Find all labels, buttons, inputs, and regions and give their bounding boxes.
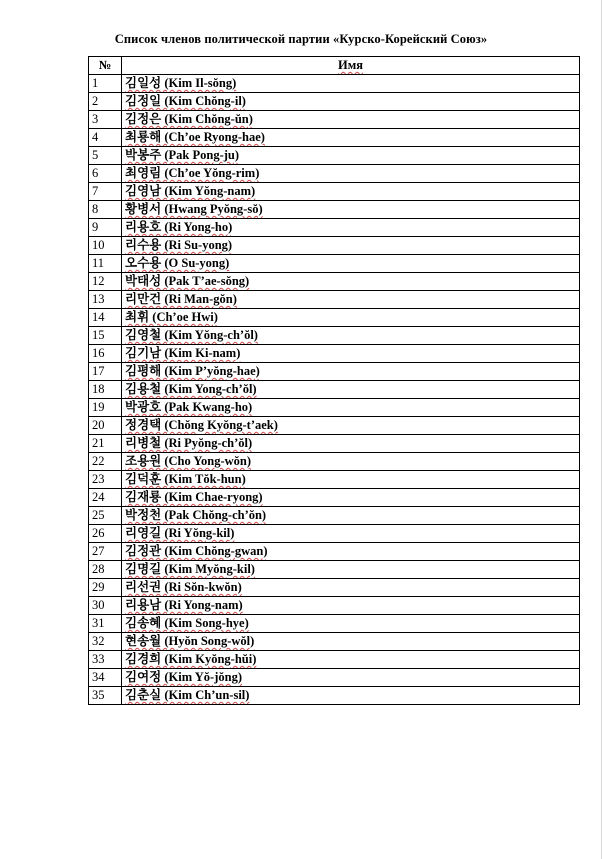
table-row	[89, 579, 580, 597]
table-row	[89, 273, 580, 291]
row-name-cell	[122, 597, 580, 615]
table-row	[89, 363, 580, 381]
table-row	[89, 345, 580, 363]
row-number: 3	[89, 111, 122, 129]
table-row	[89, 687, 580, 705]
member-name: 김정일 (Kim Chŏng-il)	[125, 94, 246, 108]
row-name-cell	[122, 399, 580, 417]
member-name: 김영철 (Kim Yŏng-ch’ŏl)	[125, 328, 258, 342]
member-name: 김덕훈 (Kim Tŏk-hun)	[125, 472, 246, 486]
member-name: 리병철 (Ri Pyŏng-ch’ŏl)	[125, 436, 253, 450]
member-name: 김정은 (Kim Chŏng-ŭn)	[125, 112, 253, 126]
member-name: 오수용 (O Su-yong)	[125, 256, 230, 270]
table-row	[89, 615, 580, 633]
row-name-cell	[122, 453, 580, 471]
member-name: 박광호 (Pak Kwang-ho)	[125, 400, 253, 414]
row-number: 18	[89, 381, 122, 399]
row-number: 9	[89, 219, 122, 237]
row-number: 30	[89, 597, 122, 615]
row-number: 24	[89, 489, 122, 507]
member-name: 김정관 (Kim Chŏng-gwan)	[125, 544, 268, 558]
row-number: 11	[89, 255, 122, 273]
table-row	[89, 669, 580, 687]
member-name: 김춘실 (Kim Ch’un-sil)	[125, 688, 250, 702]
table-row	[89, 471, 580, 489]
row-name-cell	[122, 129, 580, 147]
table-row	[89, 453, 580, 471]
table-row	[89, 93, 580, 111]
row-name-cell	[122, 201, 580, 219]
column-header-name-text: Имя	[338, 58, 363, 72]
row-name-cell	[122, 471, 580, 489]
table-row	[89, 75, 580, 93]
table-row	[89, 525, 580, 543]
table-row	[89, 219, 580, 237]
row-number: 13	[89, 291, 122, 309]
row-name-cell	[122, 543, 580, 561]
table-row	[89, 381, 580, 399]
table-row	[89, 417, 580, 435]
table-row	[89, 147, 580, 165]
member-name: 리선권 (Ri Sŏn-kwŏn)	[125, 580, 242, 594]
member-name: 박정천 (Pak Chŏng-ch’ŏn)	[125, 508, 267, 522]
row-name-cell	[122, 669, 580, 687]
table-row	[89, 399, 580, 417]
row-number: 16	[89, 345, 122, 363]
table-row	[89, 561, 580, 579]
row-name-cell	[122, 327, 580, 345]
member-name: 황병서 (Hwang Pyŏng-sŏ)	[125, 202, 263, 216]
member-name: 김여정 (Kim Yŏ-jŏng)	[125, 670, 242, 684]
row-number: 15	[89, 327, 122, 345]
row-name-cell	[122, 633, 580, 651]
table-row	[89, 255, 580, 273]
row-name-cell	[122, 345, 580, 363]
table-header-row	[89, 57, 580, 75]
row-name-cell	[122, 291, 580, 309]
member-name: 조용원 (Cho Yong-wŏn)	[125, 454, 252, 468]
table-row	[89, 201, 580, 219]
row-number: 22	[89, 453, 122, 471]
table-row	[89, 327, 580, 345]
member-name: 김용철 (Kim Yong-ch’ŏl)	[125, 382, 257, 396]
row-name-cell	[122, 579, 580, 597]
member-name: 리만건 (Ri Man-gŏn)	[125, 292, 237, 306]
member-name: 김명길 (Kim Myŏng-kil)	[125, 562, 255, 576]
row-number: 34	[89, 669, 122, 687]
member-name: 현송월 (Hyŏn Song-wŏl)	[125, 634, 255, 648]
table-row	[89, 543, 580, 561]
row-number: 7	[89, 183, 122, 201]
row-number: 33	[89, 651, 122, 669]
member-name: 박태성 (Pak T’ae-sŏng)	[125, 274, 250, 288]
table-row	[89, 309, 580, 327]
members-table	[88, 56, 580, 705]
row-name-cell	[122, 237, 580, 255]
member-name: 김기남 (Kim Ki-nam)	[125, 346, 241, 360]
row-number: 35	[89, 687, 122, 705]
row-number: 28	[89, 561, 122, 579]
row-number: 26	[89, 525, 122, 543]
row-number: 32	[89, 633, 122, 651]
member-name: 리영길 (Ri Yŏng-kil)	[125, 526, 235, 540]
member-name: 김일성 (Kim Il-sŏng)	[125, 76, 237, 90]
row-number: 29	[89, 579, 122, 597]
table-row	[89, 291, 580, 309]
row-number: 8	[89, 201, 122, 219]
table-row	[89, 633, 580, 651]
member-name: 최룡해 (Ch’oe Ryong-hae)	[125, 130, 265, 144]
table-row	[89, 165, 580, 183]
document-title: Список членов политической партии «Курско-Корейский Союз»	[114, 32, 488, 46]
row-name-cell	[122, 525, 580, 543]
member-name: 김경희 (Kim Kyŏng-hŭi)	[125, 652, 257, 666]
table-row	[89, 489, 580, 507]
member-name: 리용호 (Ri Yong-ho)	[125, 220, 233, 234]
row-name-cell	[122, 75, 580, 93]
member-name: 리용남 (Ri Yong-nam)	[125, 598, 243, 612]
member-name: 김재룡 (Kim Chae-ryong)	[125, 490, 263, 504]
member-name: 리수용 (Ri Su-yong)	[125, 238, 233, 252]
table-row	[89, 129, 580, 147]
row-name-cell	[122, 435, 580, 453]
row-number: 23	[89, 471, 122, 489]
row-number: 10	[89, 237, 122, 255]
row-number: 6	[89, 165, 122, 183]
row-name-cell	[122, 507, 580, 525]
row-name-cell	[122, 183, 580, 201]
table-row	[89, 183, 580, 201]
member-name: 정경택 (Chŏng Kyŏng-t’aek)	[125, 418, 278, 432]
row-number: 1	[89, 75, 122, 93]
table-row	[89, 597, 580, 615]
row-name-cell	[122, 561, 580, 579]
row-name-cell	[122, 489, 580, 507]
column-header-name	[122, 57, 580, 75]
row-name-cell	[122, 615, 580, 633]
row-name-cell	[122, 93, 580, 111]
row-number: 5	[89, 147, 122, 165]
row-number: 14	[89, 309, 122, 327]
row-number: 31	[89, 615, 122, 633]
row-name-cell	[122, 651, 580, 669]
row-number: 25	[89, 507, 122, 525]
column-header-number: №	[89, 57, 122, 75]
row-number: 12	[89, 273, 122, 291]
row-name-cell	[122, 309, 580, 327]
row-number: 19	[89, 399, 122, 417]
row-name-cell	[122, 687, 580, 705]
table-row	[89, 435, 580, 453]
member-name: 김영남 (Kim Yŏng-nam)	[125, 184, 256, 198]
table-row	[89, 507, 580, 525]
member-name: 김평해 (Kim P’yŏng-hae)	[125, 364, 260, 378]
row-number: 20	[89, 417, 122, 435]
row-number: 4	[89, 129, 122, 147]
row-name-cell	[122, 255, 580, 273]
row-number: 2	[89, 93, 122, 111]
row-name-cell	[122, 417, 580, 435]
table-row	[89, 237, 580, 255]
member-name: 최영림 (Ch’oe Yŏng-rim)	[125, 166, 260, 180]
table-row	[89, 651, 580, 669]
members-table-body	[89, 75, 580, 705]
row-number: 17	[89, 363, 122, 381]
row-number: 27	[89, 543, 122, 561]
row-name-cell	[122, 165, 580, 183]
row-name-cell	[122, 381, 580, 399]
row-name-cell	[122, 219, 580, 237]
table-row	[89, 111, 580, 129]
member-name: 최휘 (Ch’oe Hwi)	[125, 310, 218, 324]
row-name-cell	[122, 147, 580, 165]
row-name-cell	[122, 111, 580, 129]
member-name: 김송혜 (Kim Song-hye)	[125, 616, 249, 630]
row-name-cell	[122, 363, 580, 381]
member-name: 박봉주 (Pak Pong-ju)	[125, 148, 240, 162]
row-number: 21	[89, 435, 122, 453]
row-name-cell	[122, 273, 580, 291]
